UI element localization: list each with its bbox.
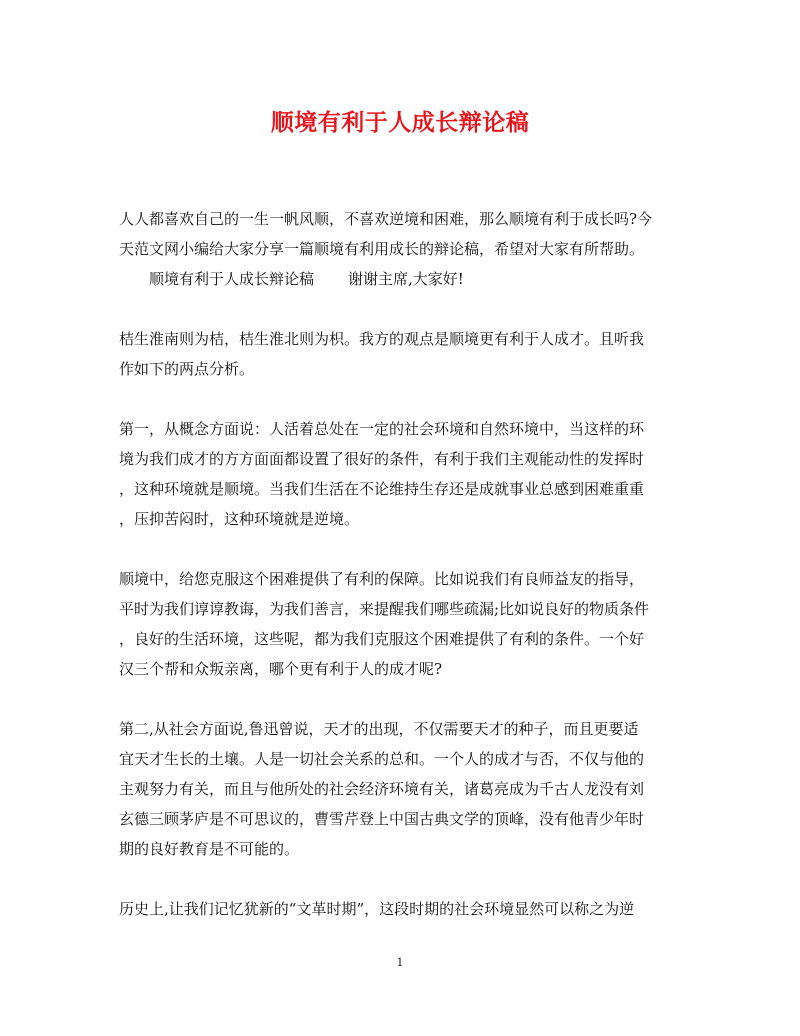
paragraph-line: 玄德三顾茅庐是不可思议的，曹雪芹登上中国古典文学的顶峰，没有他青少年时 <box>119 810 645 828</box>
paragraph-line: 主观努力有关，而且与他所处的社会经济环境有关，诸葛亮成为千古人龙没有刘 <box>119 780 645 798</box>
paragraph-line: 境为我们成才的方方面面都设置了很好的条件，有利于我们主观能动性的发挥时 <box>119 450 645 468</box>
paragraph-line: 桔生淮南则为桔，桔生淮北则为枳。我方的观点是顺境更有利于人成才。且听我 <box>119 330 645 348</box>
paragraph-line: 期的良好教育是不可能的。 <box>119 840 300 858</box>
paragraph-4 <box>119 714 681 864</box>
paragraph-line: ，压抑苦闷时，这种环境就是逆境。 <box>119 510 360 528</box>
document-title: 顺境有利于人成长辩论稿 <box>270 109 530 136</box>
paragraph-line: 第二,从社会方面说,鲁迅曾说，天才的出现，不仅需要天才的种子，而且更要适 <box>119 720 639 738</box>
paragraph-3 <box>119 564 681 684</box>
paragraph-line: 顺境中，给您克服这个困难提供了有利的保障。比如说我们有良师益友的指导， <box>119 570 645 588</box>
paragraph-line: ，良好的生活环境，这些呢，都为我们克服这个困难提供了有利的条件。一个好 <box>119 630 645 648</box>
intro-paragraph <box>119 204 681 294</box>
subheading-text: 顺境有利于人成长辩论稿 <box>149 270 315 288</box>
paragraph-line: 平时为我们谆谆教诲，为我们善言，来提醒我们哪些疏漏;比如说良好的物质条件 <box>119 600 650 618</box>
paragraph-line: ，这种环境就是顺境。当我们生活在不论维持生存还是成就事业总感到困难重重 <box>119 480 645 498</box>
paragraph-2 <box>119 414 681 534</box>
paragraph-line: 作如下的两点分析。 <box>119 360 255 378</box>
greeting-text: 谢谢主席,大家好! <box>348 270 464 288</box>
paragraph-line: 宜天才生长的土壤。人是一切社会关系的总和。一个人的成才与否，不仅与他的 <box>119 750 645 768</box>
paragraph-line: 历史上,让我们记忆犹新的“文革时期”，这段时期的社会环境显然可以称之为逆 <box>119 900 635 918</box>
paragraph-1 <box>119 324 681 384</box>
paragraph-line: 人人都喜欢自己的一生一帆风顺，不喜欢逆境和困难，那么顺境有利于成长吗?今 <box>119 210 653 228</box>
paragraph-line: 第一，从概念方面说：人活着总处在一定的社会环境和自然环境中，当这样的环 <box>119 420 645 438</box>
paragraph-line: 天范文网小编给大家分享一篇顺境有利用成长的辩论稿，希望对大家有所帮助。 <box>119 240 645 258</box>
paragraph-5 <box>119 894 681 924</box>
document-body <box>119 204 681 924</box>
paragraph-line: 汉三个帮和众叛亲离，哪个更有利于人的成才呢? <box>119 660 443 678</box>
subheading-line <box>119 264 681 294</box>
page-number: 1 <box>396 956 404 969</box>
